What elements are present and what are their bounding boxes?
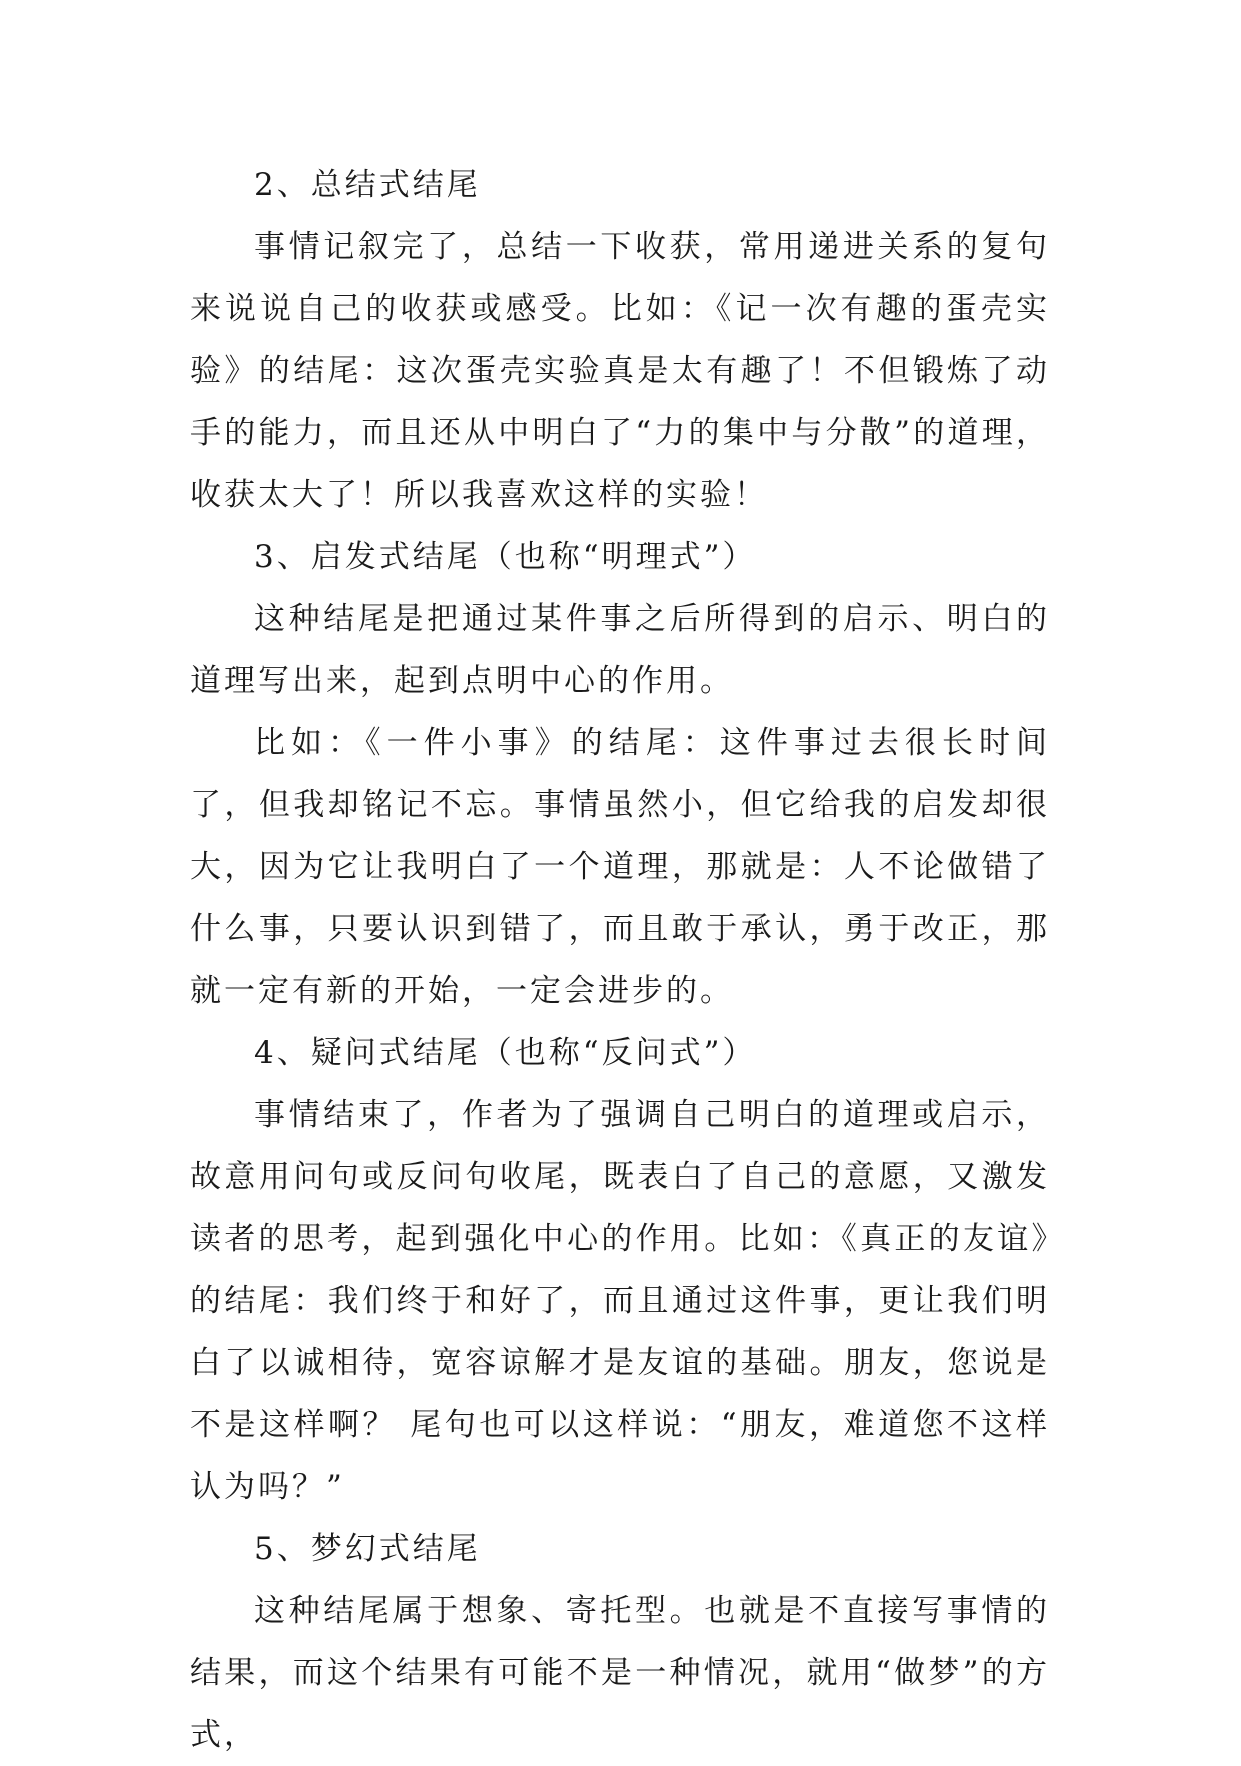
section-heading-inspiration: 3、启发式结尾（也称“明理式”） — [254, 539, 757, 575]
section-heading-question: 4、疑问式结尾（也称“反问式”） — [254, 1035, 757, 1071]
section-heading-summary: 2、总结式结尾 — [254, 167, 481, 203]
document-body — [190, 154, 1050, 1766]
paragraph-summary-example: 事情记叙完了，总结一下收获，常用递进关系的复句来说说自己的收获或感受。比如：《记一次有趣的蛋壳实验》的结尾：这次蛋壳实验真是太有趣了！不但锻炼了动手的能力，而且还从中明白了“力的集中与分散”的道理，收获太大了！所以我喜欢这样的实验！ — [190, 229, 1050, 513]
paragraph-dream-description: 这种结尾属于想象、寄托型。也就是不直接写事情的结果，而这个结果有可能不是一种情况，就用“做梦”的方式， — [190, 1593, 1050, 1753]
section-heading-dream: 5、梦幻式结尾 — [254, 1531, 481, 1567]
paragraph-inspiration-description: 这种结尾是把通过某件事之后所得到的启示、明白的道理写出来，起到点明中心的作用。 — [190, 601, 1050, 699]
paragraph-inspiration-example: 比如：《一件小事》的结尾：这件事过去很长时间了，但我却铭记不忘。事情虽然小，但它给我的启发却很大，因为它让我明白了一个道理，那就是：人不论做错了什么事，只要认识到错了，而且敢于承认，勇于改正，那就一定有新的开始，一定会进步的。 — [190, 725, 1050, 1009]
paragraph-question-description: 事情结束了，作者为了强调自己明白的道理或启示，故意用问句或反问句收尾，既表白了自己的意愿，又激发读者的思考，起到强化中心的作用。比如：《真正的友谊》的结尾：我们终于和好了，而且通过这件事，更让我们明白了以诚相待，宽容谅解才是友谊的基础。朋友，您说是不是这样啊？ 尾句也可以这样说：“朋友，难道您不这样认为吗？” — [190, 1097, 1050, 1505]
